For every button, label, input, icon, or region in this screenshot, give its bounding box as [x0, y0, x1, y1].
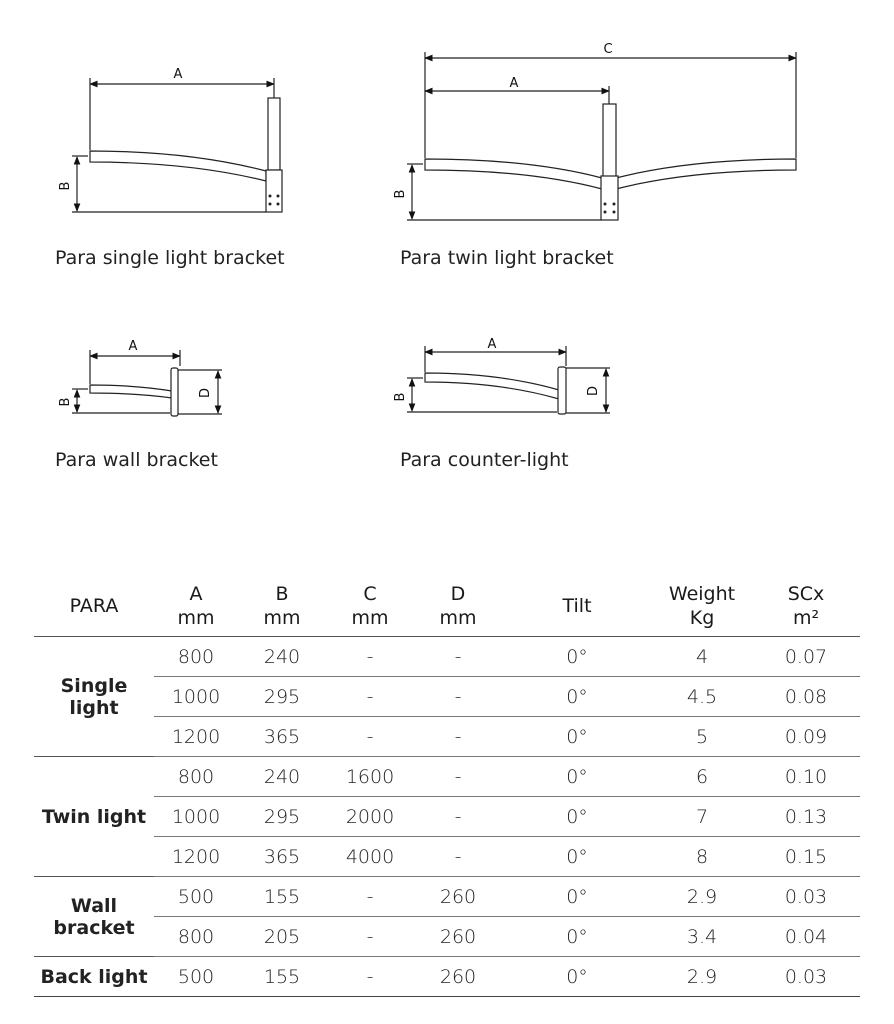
twin-dim-b: B	[393, 189, 408, 199]
wall-dim-b: B	[58, 397, 73, 407]
table-cell: 365	[238, 837, 326, 877]
wall-bracket-diagram	[72, 350, 222, 416]
counter-light-diagram	[407, 346, 610, 414]
table-cell: -	[326, 677, 414, 717]
table-cell: 0°	[502, 837, 652, 877]
single-dim-b: B	[58, 181, 73, 191]
table-cell: 0.08	[752, 677, 860, 717]
table-cell: 0°	[502, 757, 652, 797]
table-cell: -	[414, 637, 502, 677]
table-cell: 500	[154, 877, 238, 917]
table-cell: 0.10	[752, 757, 860, 797]
table-cell: 0.03	[752, 957, 860, 997]
table-cell: -	[326, 877, 414, 917]
twin-light-diagram	[407, 52, 796, 220]
table-cell: 2000	[326, 797, 414, 837]
table-row	[34, 757, 860, 797]
table-cell: 0°	[502, 797, 652, 837]
table-row	[34, 877, 860, 917]
counter-light-caption: Para counter-light	[400, 449, 569, 471]
table-cell: -	[414, 677, 502, 717]
spec-table	[34, 576, 860, 997]
wall-dim-a: A	[128, 339, 138, 354]
table-cell: 1000	[154, 797, 238, 837]
table-cell: 6	[652, 757, 752, 797]
table-cell: -	[414, 797, 502, 837]
table-header-row	[34, 576, 860, 637]
table-cell: -	[414, 837, 502, 877]
counter-dim-a: A	[487, 337, 497, 352]
twin-dim-a: A	[509, 76, 519, 91]
table-cell: 155	[238, 957, 326, 997]
table-cell: 0.04	[752, 917, 860, 957]
table-cell: 155	[238, 877, 326, 917]
table-cell: 1000	[154, 677, 238, 717]
table-cell: 800	[154, 917, 238, 957]
table-cell: 4.5	[652, 677, 752, 717]
table-cell: 0°	[502, 637, 652, 677]
table-cell: 5	[652, 717, 752, 757]
table-cell: 0.15	[752, 837, 860, 877]
table-cell: 3.4	[652, 917, 752, 957]
table-cell: -	[414, 717, 502, 757]
table-cell: 240	[238, 637, 326, 677]
table-cell: 205	[238, 917, 326, 957]
wall-dim-d: D	[198, 387, 213, 399]
single-light-diagram	[72, 78, 282, 212]
table-cell: 7	[652, 797, 752, 837]
table-cell: 0°	[502, 957, 652, 997]
single-dim-a: A	[173, 67, 183, 82]
table-cell: 240	[238, 757, 326, 797]
table-cell: 260	[414, 917, 502, 957]
table-row	[34, 677, 860, 717]
table-cell: 4	[652, 637, 752, 677]
header-c: C mm	[326, 576, 414, 637]
header-scx: SCx m²	[752, 576, 860, 637]
table-cell: 0.07	[752, 637, 860, 677]
header-b: B mm	[238, 576, 326, 637]
table-cell: 1600	[326, 757, 414, 797]
table-row	[34, 917, 860, 957]
table-cell: 800	[154, 637, 238, 677]
table-cell: 8	[652, 837, 752, 877]
table-cell: 295	[238, 797, 326, 837]
table-cell: -	[326, 917, 414, 957]
table-cell: 0°	[502, 677, 652, 717]
group-label: Back light	[34, 957, 154, 997]
twin-dim-c: C	[603, 42, 613, 57]
table-cell: 500	[154, 957, 238, 997]
table-cell: -	[326, 957, 414, 997]
table-row	[34, 717, 860, 757]
table-cell: -	[326, 717, 414, 757]
table-cell: 2.9	[652, 957, 752, 997]
single-light-caption: Para single light bracket	[55, 247, 285, 269]
table-row	[34, 637, 860, 677]
table-cell: 2.9	[652, 877, 752, 917]
group-label: Single light	[34, 637, 154, 757]
table-cell: 0.13	[752, 797, 860, 837]
header-d: D mm	[414, 576, 502, 637]
header-weight: Weight Kg	[652, 576, 752, 637]
header-para: PARA	[34, 576, 154, 637]
table-cell: -	[326, 637, 414, 677]
table-cell: 295	[238, 677, 326, 717]
table-cell: 0.09	[752, 717, 860, 757]
header-a: A mm	[154, 576, 238, 637]
table-cell: 4000	[326, 837, 414, 877]
header-tilt: Tilt	[502, 576, 652, 637]
group-label: Twin light	[34, 757, 154, 877]
table-row	[34, 957, 860, 997]
counter-dim-b: B	[393, 392, 408, 402]
table-row	[34, 797, 860, 837]
table-cell: -	[414, 757, 502, 797]
table-row	[34, 837, 860, 877]
counter-dim-d: D	[586, 385, 601, 397]
table-cell: 365	[238, 717, 326, 757]
twin-light-caption: Para twin light bracket	[400, 247, 614, 269]
table-cell: 0°	[502, 917, 652, 957]
group-label: Wall bracket	[34, 877, 154, 957]
table-cell: 1200	[154, 837, 238, 877]
table-cell: 260	[414, 877, 502, 917]
table-cell: 0.03	[752, 877, 860, 917]
table-cell: 260	[414, 957, 502, 997]
table-cell: 800	[154, 757, 238, 797]
table-cell: 1200	[154, 717, 238, 757]
table-cell: 0°	[502, 877, 652, 917]
table-cell: 0°	[502, 717, 652, 757]
wall-bracket-caption: Para wall bracket	[55, 449, 218, 471]
